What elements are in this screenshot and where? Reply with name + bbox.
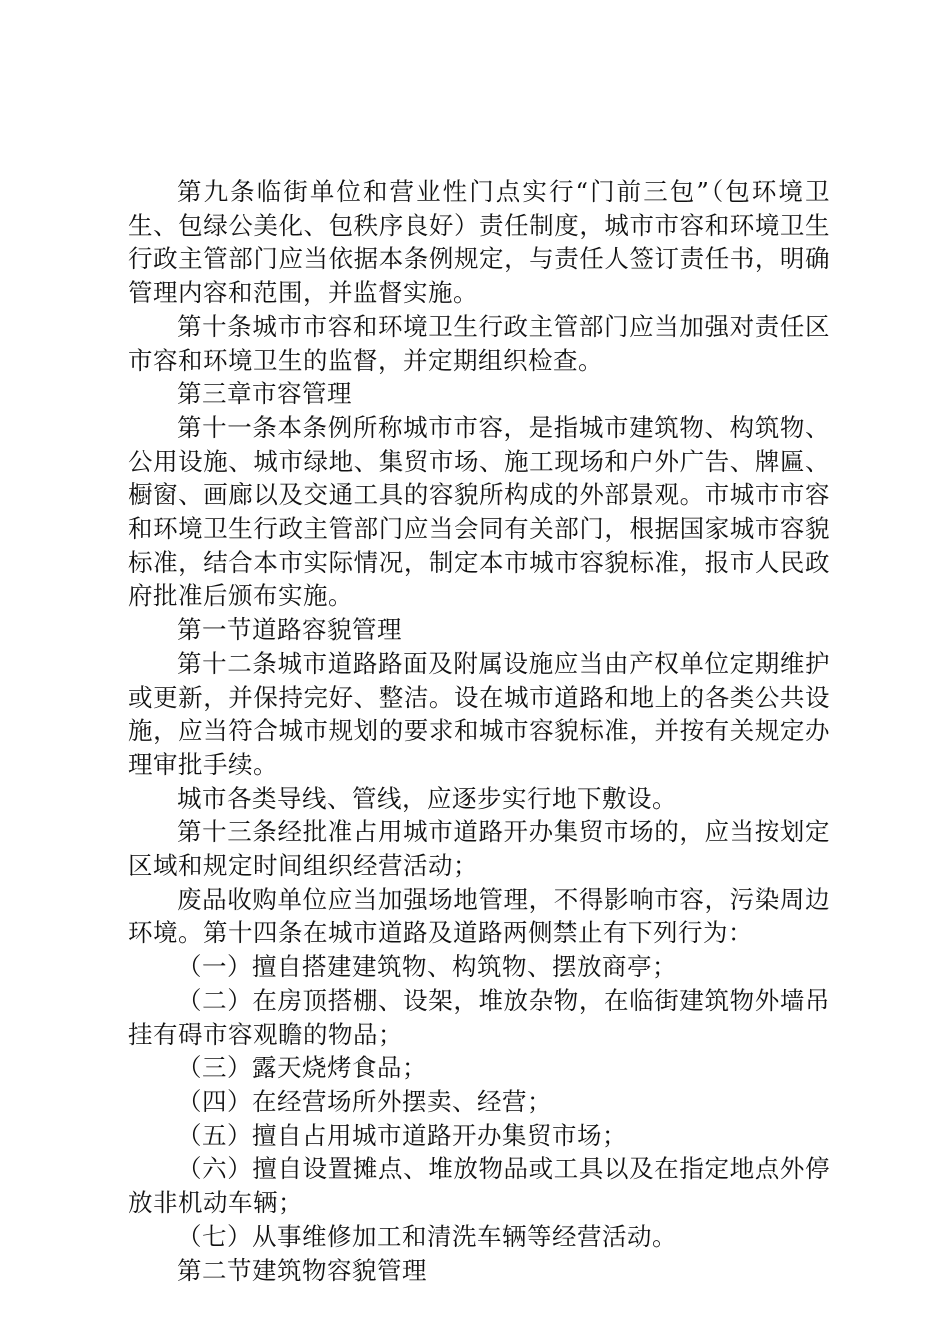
article-12-paragraph: 第十二条城市道路路面及附属设施应当由产权单位定期维护或更新，并保持完好、整洁。设在城市道路和地上的各类公共设施，应当符合城市规划的要求和城市容貌标准，并按有关规定办理审批手续。	[128, 648, 830, 779]
list-item-5: （五）擅自占用城市道路开办集贸市场；	[177, 1120, 627, 1150]
article-14-paragraph: 废品收购单位应当加强场地管理，不得影响市容，污染周边环境。第十四条在城市道路及道路两侧禁止有下列行为：	[128, 884, 830, 948]
article-13-paragraph: 第十三条经批准占用城市道路开办集贸市场的，应当按划定区域和规定时间组织经营活动；	[128, 817, 830, 881]
chapter-3-heading: 第三章市容管理	[177, 379, 352, 409]
list-item-2: （二）在房顶搭棚、设架，堆放杂物，在临街建筑物外墙吊挂有碍市容观瞻的物品；	[128, 985, 830, 1049]
list-item-7: （七）从事维修加工和清洗车辆等经营活动。	[177, 1221, 677, 1251]
section-2-heading: 第二节建筑物容貌管理	[177, 1255, 427, 1285]
document-body	[128, 175, 830, 1287]
list-item-3: （三）露天烧烤食品；	[177, 1053, 427, 1083]
article-11-paragraph: 第十一条本条例所称城市市容，是指城市建筑物、构筑物、公用设施、城市绿地、集贸市场、施工现场和户外广告、牌匾、橱窗、画廊以及交通工具的容貌所构成的外部景观。市城市市容和环境卫生行政主管部门应当会同有关部门，根据国家城市容貌标准，结合本市实际情况，制定本市城市容貌标准，报市人民政府批准后颁布实施。	[128, 412, 830, 611]
underground-cabling-paragraph: 城市各类导线、管线，应逐步实行地下敷设。	[177, 783, 677, 813]
list-item-6: （六）擅自设置摊点、堆放物品或工具以及在指定地点外停放非机动车辆；	[128, 1154, 830, 1218]
article-10-paragraph: 第十条城市市容和环境卫生行政主管部门应当加强对责任区市容和环境卫生的监督，并定期组织检查。	[128, 311, 830, 375]
list-item-4: （四）在经营场所外摆卖、经营；	[177, 1086, 552, 1116]
list-item-1: （一）擅自搭建建筑物、构筑物、摆放商亭；	[177, 952, 677, 982]
section-1-heading: 第一节道路容貌管理	[177, 615, 402, 645]
article-9-paragraph: 第九条临街单位和营业性门点实行“门前三包”（包环境卫生、包绿公美化、包秩序良好）责任制度，城市市容和环境卫生行政主管部门应当依据本条例规定，与责任人签订责任书，明确管理内容和范围，并监督实施。	[128, 177, 830, 308]
